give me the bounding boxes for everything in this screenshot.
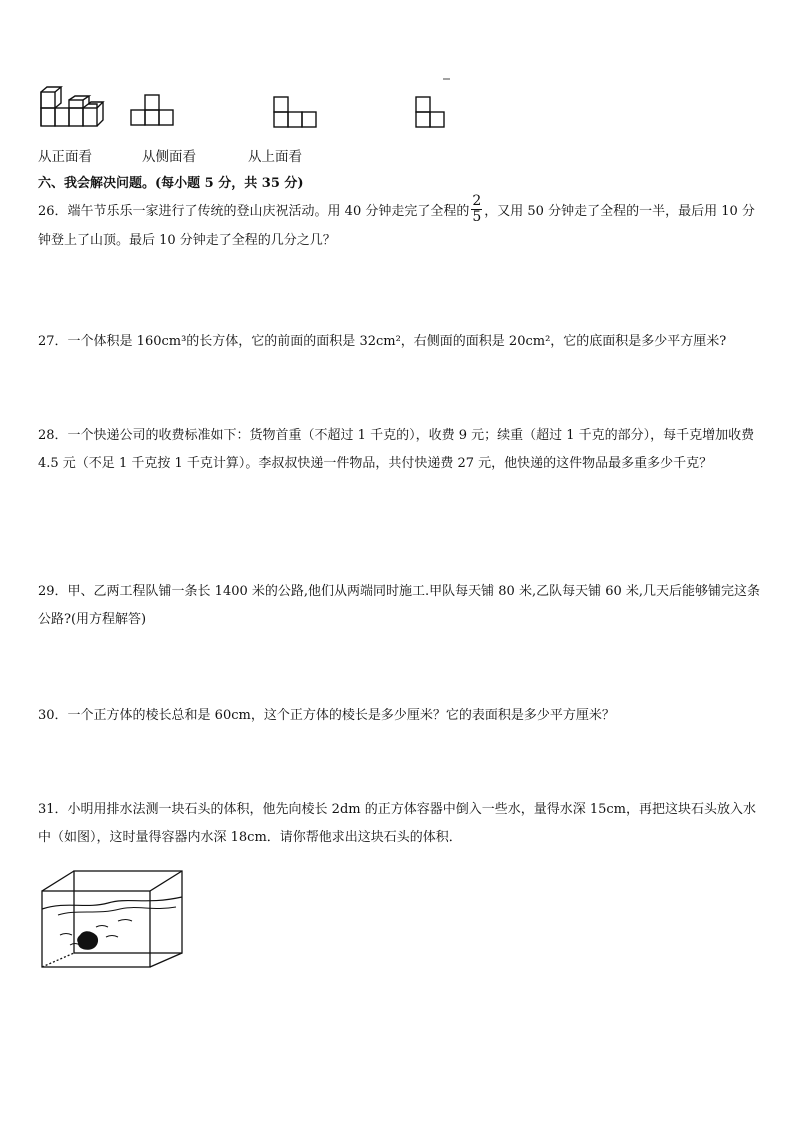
fraction-denominator: 5 bbox=[472, 209, 482, 225]
question-26-text-part1: 26．端午节乐乐一家进行了传统的登山庆祝活动。用 40 分钟走完了全程的 bbox=[38, 204, 470, 219]
side-view-figure bbox=[274, 97, 316, 127]
question-27: 27．一个体积是 160cm³的长方体，它的前面的面积是 32cm²，右侧面的面积是 20cm²，它的底面积是多少平方厘米? bbox=[38, 334, 727, 349]
fraction-two-fifths bbox=[471, 194, 482, 225]
stone-shape bbox=[77, 931, 98, 950]
front-view-label: 从正面看 bbox=[38, 149, 92, 165]
water-tank-figure bbox=[36, 865, 196, 975]
question-28: 28．一个快递公司的收费标准如下：货物首重（不超过 1 千克的），收费 9 元；续重（超过 1 千克的部分），每千克增加收费 4.5 元（不足 1 千克按 1 千克计算）。李叔叔快递一件物品，共付快递费 27 元，他快递的这件物品最多重多少千克？ bbox=[38, 428, 755, 471]
top-view-figure bbox=[416, 97, 444, 127]
question-26-text-part2: ，又用 50 分钟走了全程的一半，最后用 10 分钟登上了山顶。最后 10 分钟走了全程的几分之几？ bbox=[38, 204, 755, 248]
side-view-label: 从侧面看 bbox=[142, 149, 196, 165]
front-view-figure bbox=[131, 95, 173, 125]
question-26 bbox=[38, 193, 762, 255]
question-30: 30．一个正方体的棱长总和是 60cm，这个正方体的棱长是多少厘米？它的表面积是多少平方厘米？ bbox=[38, 708, 615, 723]
question-29: 29．甲、乙两工程队铺一条长 1400 米的公路,他们从两端同时施工.甲队每天铺 80 米,乙队每天铺 60 米,几天后能够铺完这条公路?(用方程解答) bbox=[38, 584, 761, 627]
question-31: 31．小明用排水法测一块石头的体积，他先向棱长 2dm 的正方体容器中倒入一些水，量得水深 15cm，再把这块石头放入水中（如图），这时量得容器内水深 18cm．请你帮他求出这块石头的体积． bbox=[38, 802, 757, 845]
block-structure-figure bbox=[41, 87, 103, 126]
section-title: 六、我会解决问题。(每小题 5 分，共 35 分) bbox=[38, 176, 304, 191]
view-figures bbox=[0, 0, 794, 140]
top-view-label: 从上面看 bbox=[248, 149, 302, 165]
fraction-numerator: 2 bbox=[472, 193, 482, 209]
